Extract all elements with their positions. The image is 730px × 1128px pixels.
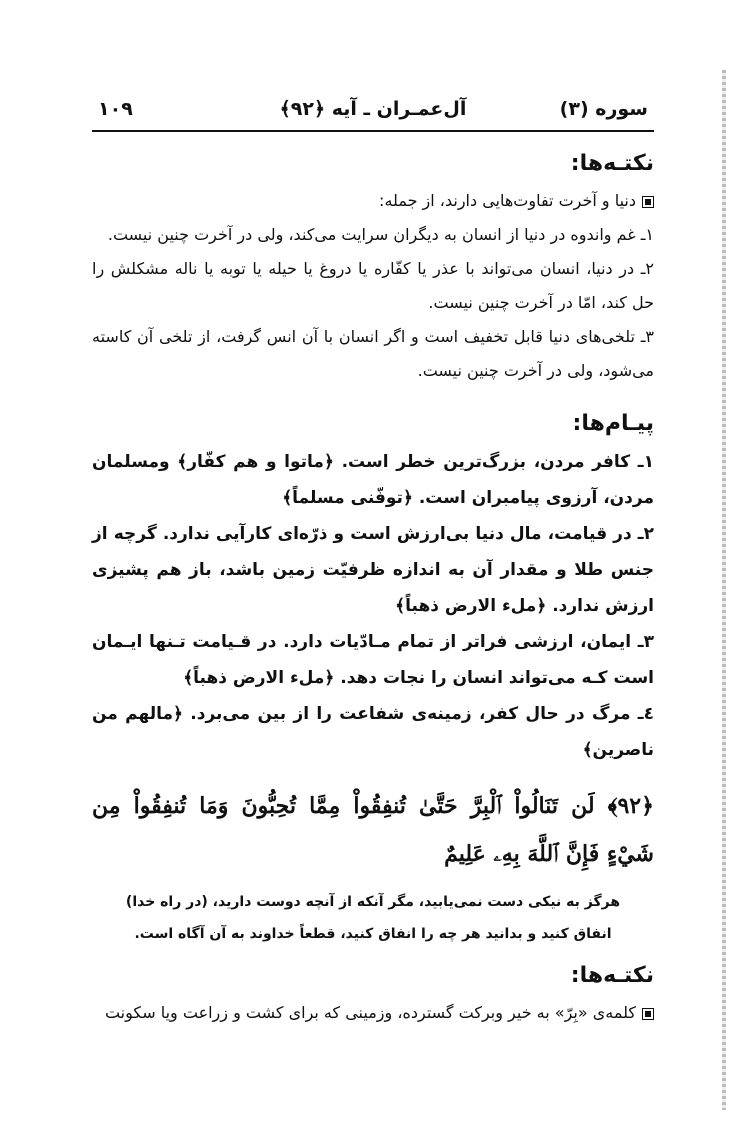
message-item: ۱ـ کافر مردن، بزرگ‌ترین خطر است. ﴿ماتوا و هم کفّار﴾ ومسلمان مردن، آرزوی پیامبران است. ﴿توفّنی مسلماً﴾ [92, 452, 654, 508]
notes-heading: نکتـه‌ها: [570, 151, 654, 176]
message-item: ۳ـ ایمان، ارزشی فراتر از تمام مـادّیات دارد. در قـیامت تـنها ایـمان است کـه می‌تواند انسان را نجات دهد. ﴿ملء الارض ذهباً﴾ [92, 632, 654, 688]
page-content [92, 140, 654, 1030]
page-edge-binding [722, 70, 726, 1110]
notes-heading-2: نکتـه‌ها: [570, 963, 654, 988]
surah-label: سوره (۳) [559, 98, 648, 120]
quran-verse: ﴿۹۲﴾ لَن تَنَالُواْ ٱلْبِرَّ حَتَّىٰ تُنفِقُواْ مِمَّا تُحِبُّونَ وَمَا تُنفِقُواْ مِن شَيْءٍ فَإِنَّ ٱللَّهَ بِهِۦ عَلِيمٌ [92, 793, 654, 867]
translation-line: انفاق کنید و بدانید هر چه را انفاق کنید، قطعاً خداوند به آن آگاه است. [134, 926, 612, 942]
ayah-label: آل‌عمـران ـ آیه ﴿۹۲﴾ [279, 98, 467, 120]
notes-intro-2-text: کلمه‌ی «بِرّ» به خیر وبرکت گسترده، وزمینی که برای کشت و زراعت ویا سکونت [104, 1003, 636, 1022]
message-item: ۲ـ در قیامت، مال دنیا بی‌ارزش است و ذرّه‌ای کارآیی ندارد. گرچه از جنس طلا و مقدار آن به اندازه ظرفیّت زمین باشد، باز هم پشیزی ارزش ندارد. ﴿ملء الارض ذهباً﴾ [92, 524, 654, 616]
square-bullet-icon [642, 196, 654, 208]
notes-intro [92, 184, 654, 218]
note-item: ۲ـ در دنیا، انسان می‌تواند با عذر یا کفّاره یا دروغ یا حیله یا توبه یا ناله مشکلش را حل کند، امّا در آخرت چنین نیست. [92, 259, 654, 312]
note-item: ۳ـ تلخی‌های دنیا قابل تخفیف است و اگر انسان با آن انس گرفت، از تلخی آن کاسته می‌شود، ولی در آخرت چنین نیست. [92, 327, 654, 380]
page-number: ۱۰۹ [98, 98, 133, 120]
verse-translation [92, 886, 654, 950]
page-header [92, 92, 654, 128]
square-bullet-icon [642, 1008, 654, 1020]
header-rule [92, 130, 654, 132]
messages-heading: پیـام‌ها: [572, 411, 654, 436]
translation-line: هرگز به نیکی دست نمی‌یابید، مگر آنکه از آنچه دوست دارید، (در راه خدا) [125, 894, 621, 910]
message-item: ٤ـ مرگ در حال کفر، زمینه‌ی شفاعت را از بین می‌برد. ﴿مالهم من ناصرین﴾ [92, 704, 654, 760]
notes-intro-text: دنیا و آخرت تفاوت‌هایی دارند، از جمله: [379, 191, 636, 210]
notes-intro-2 [92, 996, 654, 1030]
note-item: ۱ـ غم واندوه در دنیا از انسان به دیگران سرایت می‌کند، ولی در آخرت چنین نیست. [107, 225, 654, 244]
